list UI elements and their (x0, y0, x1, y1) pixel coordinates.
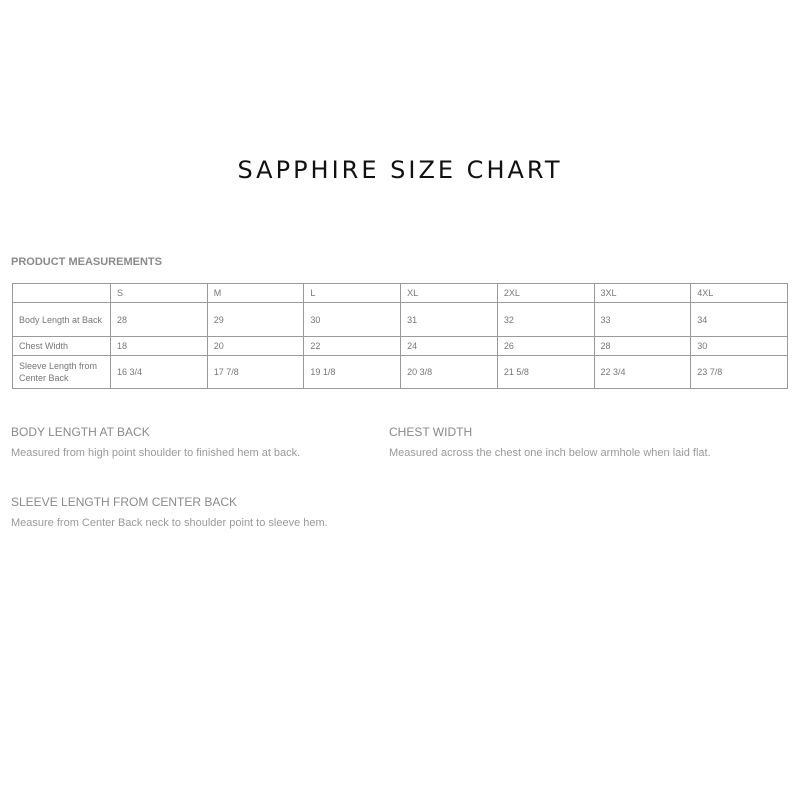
table-row-body-length (13, 303, 788, 337)
table-cell: 22 3/4 (594, 356, 691, 389)
table-cell: 26 (497, 337, 594, 356)
table-cell: 28 (594, 337, 691, 356)
table-cell: 32 (497, 303, 594, 337)
header-cell-xl: XL (401, 284, 498, 303)
table-cell: 21 5/8 (497, 356, 594, 389)
table-cell: 31 (401, 303, 498, 337)
table-cell: 30 (691, 337, 788, 356)
table-cell: 18 (111, 337, 208, 356)
chest-width-heading: CHEST WIDTH (389, 425, 473, 439)
table-row-chest-width (13, 337, 788, 356)
table-cell: 20 (207, 337, 304, 356)
sleeve-length-heading: SLEEVE LENGTH FROM CENTER BACK (11, 495, 238, 509)
table-cell: 28 (111, 303, 208, 337)
row-label: Chest Width (13, 337, 111, 356)
table-cell: 30 (304, 303, 401, 337)
table-cell: 16 3/4 (111, 356, 208, 389)
table-cell: 33 (594, 303, 691, 337)
measurements-table (12, 283, 788, 389)
body-length-heading: BODY LENGTH AT BACK (11, 425, 150, 439)
page-title: SAPPHIRE SIZE CHART (237, 156, 563, 184)
row-label: Sleeve Length from Center Back (13, 356, 111, 389)
header-cell-s: S (111, 284, 208, 303)
header-cell-3xl: 3XL (594, 284, 691, 303)
table-cell: 29 (207, 303, 304, 337)
body-length-description: Measured from high point shoulder to finished hem at back. (11, 447, 301, 459)
header-cell-2xl: 2XL (497, 284, 594, 303)
table-cell: 20 3/8 (401, 356, 498, 389)
header-cell-m: M (207, 284, 304, 303)
header-cell-empty (13, 284, 111, 303)
header-cell-4xl: 4XL (691, 284, 788, 303)
table-cell: 24 (401, 337, 498, 356)
header-cell-l: L (304, 284, 401, 303)
row-label: Body Length at Back (13, 303, 111, 337)
chest-width-description: Measured across the chest one inch below armhole when laid flat. (389, 447, 711, 459)
table-header-row (13, 284, 788, 303)
table-cell: 22 (304, 337, 401, 356)
table-row-sleeve-length (13, 356, 788, 389)
sleeve-length-description: Measure from Center Back neck to shoulder point to sleeve hem. (11, 517, 328, 529)
table-cell: 34 (691, 303, 788, 337)
section-heading: PRODUCT MEASUREMENTS (11, 256, 162, 268)
table-cell: 23 7/8 (691, 356, 788, 389)
table-cell: 19 1/8 (304, 356, 401, 389)
table-cell: 17 7/8 (207, 356, 304, 389)
